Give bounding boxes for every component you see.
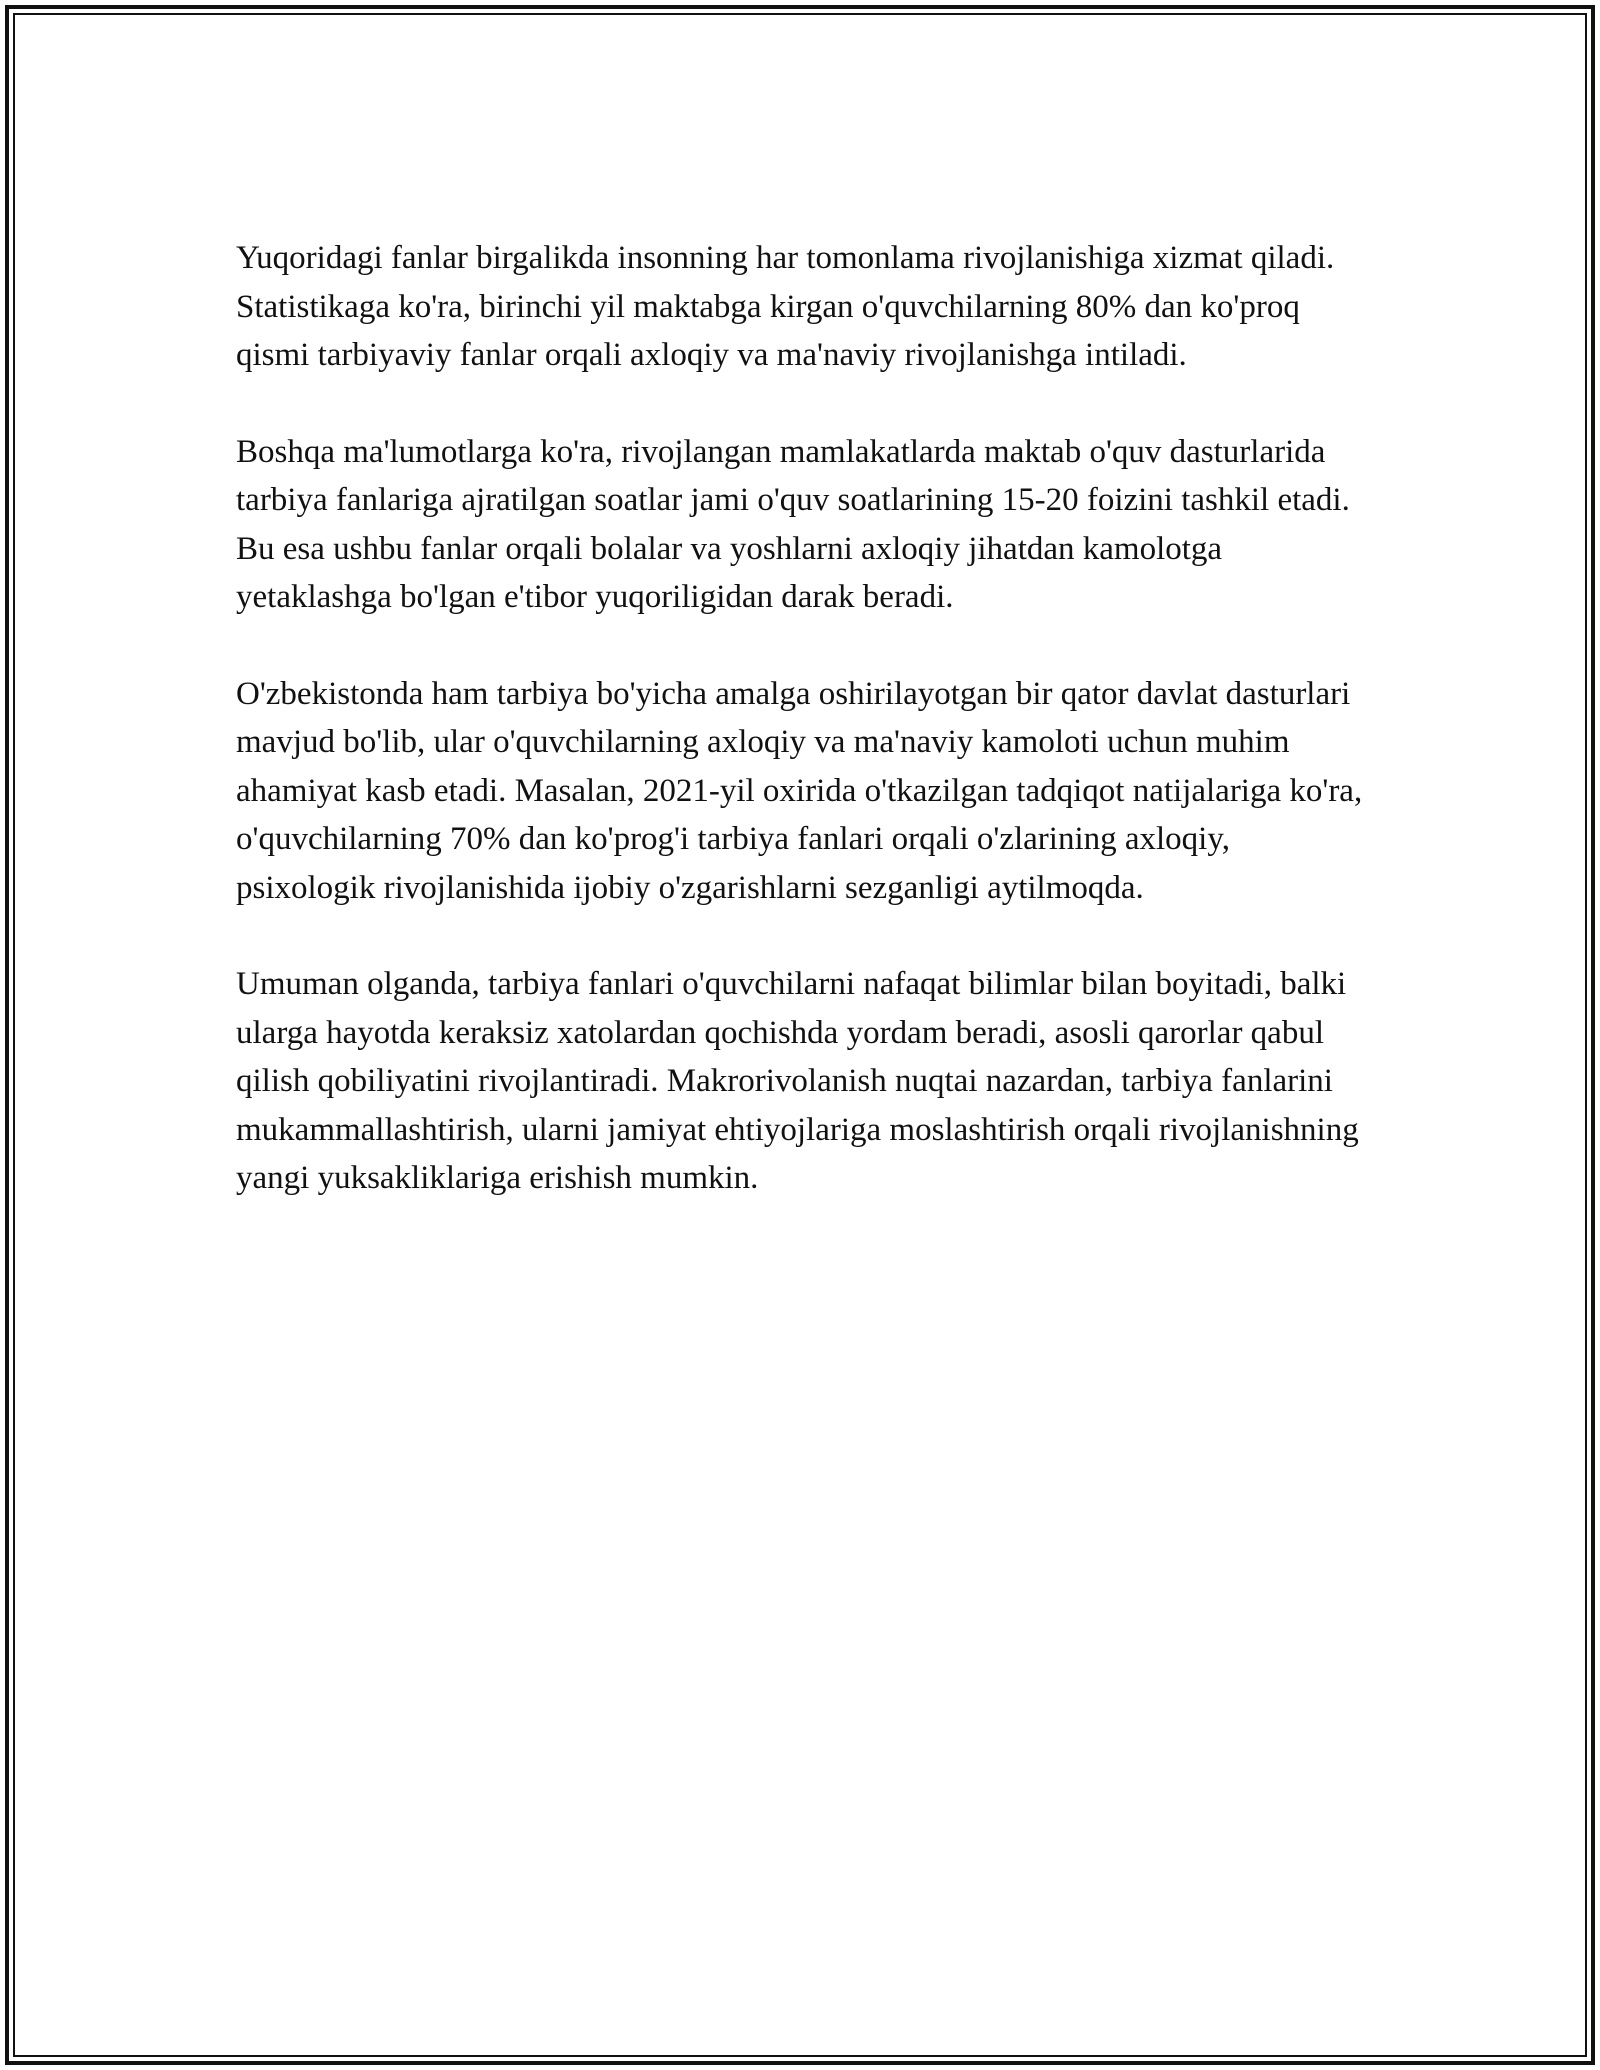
paragraph-4: Umuman olganda, tarbiya fanlari o'quvchilarni nafaqat bilimlar bilan boyitadi, balki ularga hayotda keraksiz xatolardan qochishda yordam beradi, asosli qarorlar qabul qilish qobiliyatini rivojlantiradi. Makrorivolanish nuqtai nazardan, tarbiya fanlarini mukammallashtirish, ularni jamiyat ehtiyojlariga moslashtirish orqali rivojlanishning yangi yuksakliklariga erishish mumkin. bbox=[236, 966, 1359, 1196]
document-body bbox=[236, 234, 1366, 1251]
paragraph-3: O'zbekistonda ham tarbiya bo'yicha amalga oshirilayotgan bir qator davlat dasturlari mavjud bo'lib, ular o'quvchilarning axloqiy va ma'naviy kamoloti uchun muhim ahamiyat kasb etadi. Masalan, 2021-yil oxirida o'tkazilgan tadqiqot natijalariga ko'ra, o'quvchilarning 70% dan ko'prog'i tarbiya fanlari orqali o'zlarining axloqiy, psixologik rivojlanishida ijobiy o'zgarishlarni sezganligi aytilmoqda. bbox=[236, 675, 1363, 906]
paragraph-2: Boshqa ma'lumotlarga ko'ra, rivojlangan mamlakatlarda maktab o'quv dasturlarida tarbiya fanlariga ajratilgan soatlar jami o'quv soatlarining 15-20 foizini tashkil etadi. Bu esa ushbu fanlar orqali bolalar va yoshlarni axloqiy jihatdan kamolotga yetaklashga bo'lgan e'tibor yuqoriligidan darak beradi. bbox=[236, 433, 1350, 615]
paragraph-1: Yuqoridagi fanlar birgalikda insonning har tomonlama rivojlanishiga xizmat qiladi. Statistikaga ko'ra, birinchi yil maktabga kirgan o'quvchilarning 80% dan ko'proq qismi tarbiyaviy fanlar orqali axloqiy va ma'naviy rivojlanishga intiladi. bbox=[236, 240, 1335, 373]
